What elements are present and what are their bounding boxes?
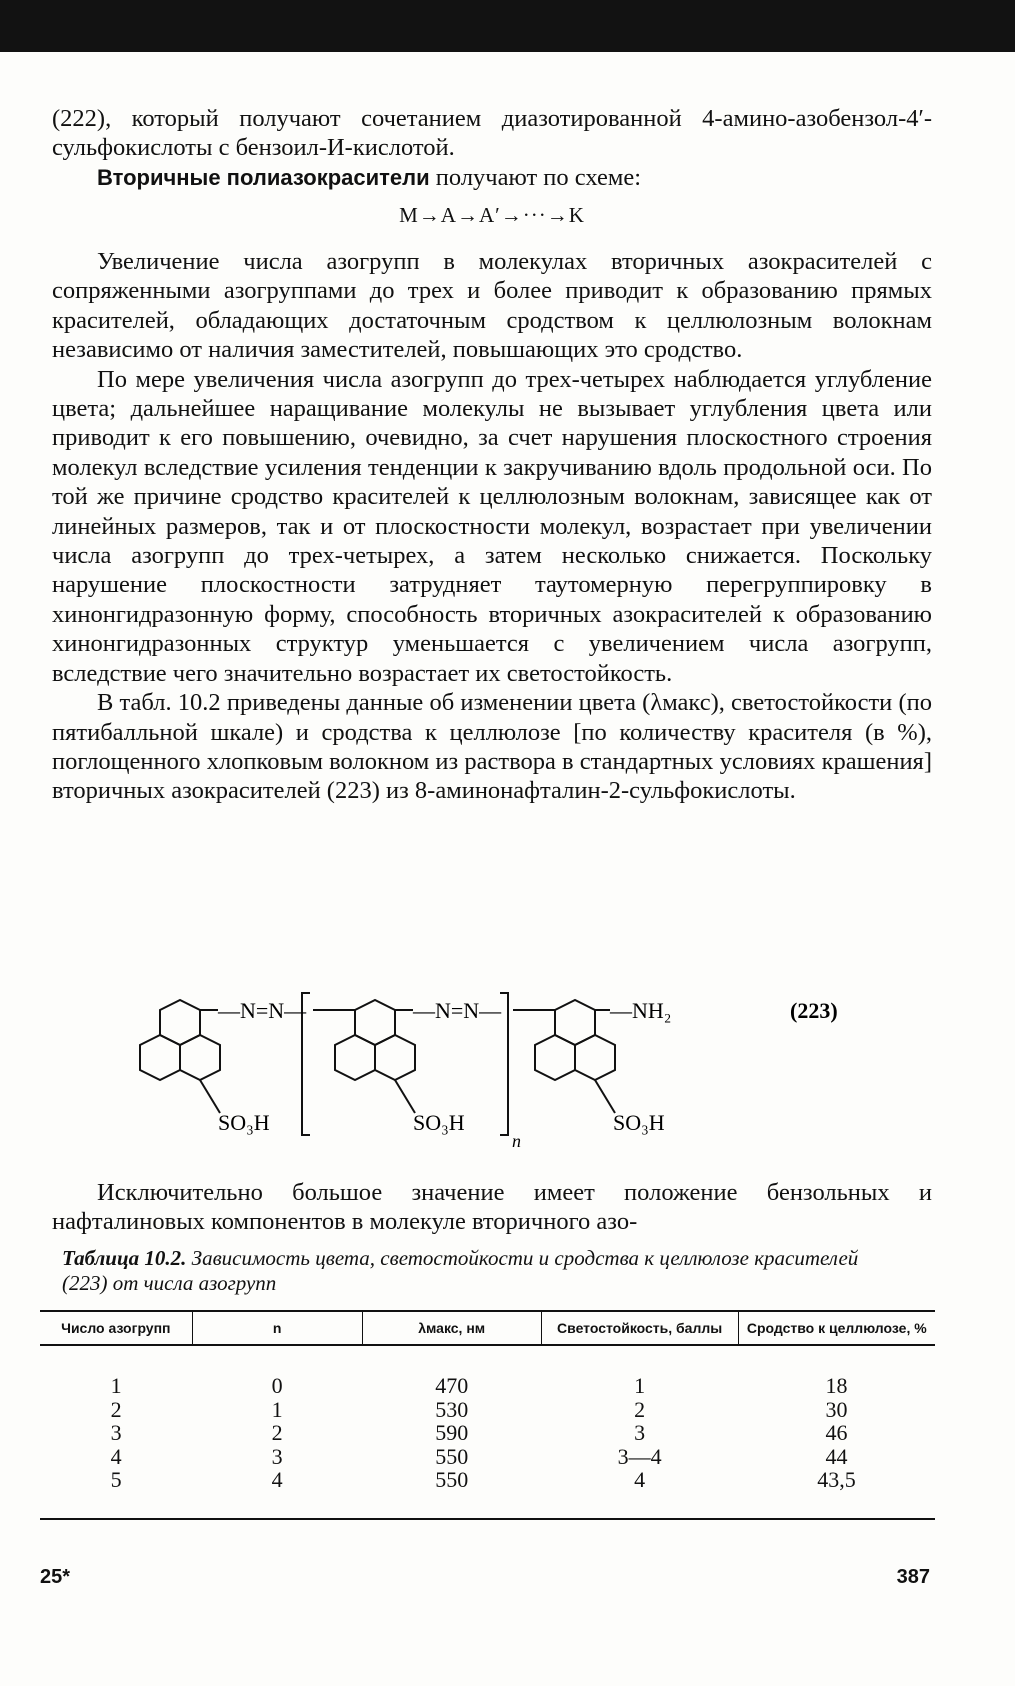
table-cell: 550 [362, 1468, 541, 1519]
table-row [40, 1468, 935, 1519]
table-cell: 550 [435, 1443, 469, 1469]
table-cell: 2 [271, 1420, 283, 1445]
text-block-top [52, 104, 932, 192]
table-header-row [40, 1311, 935, 1345]
page-number: 387 [896, 1566, 930, 1588]
column-header: Сродство к целлюлозе, % [738, 1311, 935, 1345]
azo-group-1: —N=N— [218, 998, 307, 1023]
table-cell: 3 [110, 1420, 122, 1445]
table-cell: 590 [435, 1420, 469, 1445]
column-header: n [192, 1311, 362, 1345]
table-cell: 3 [271, 1443, 283, 1469]
column-header: Число азогрупп [40, 1311, 192, 1345]
column-header: Светостойкость, баллы [541, 1311, 738, 1345]
paragraph: В табл. 10.2 приведены данные об изменении цвета (λмакс), светостойкости (по пятибалльной шкале) и сродства к целлюлозе [по количеству красителя (в %), поглощенного хлопковым волокном из раствора в стандартных условиях крашения] вторичных азокрасителей (223) из 8-аминонафталин-2-сульфокислоты. [52, 689, 932, 805]
scan-top-border [0, 0, 1015, 52]
secondary-heading: Вторичные полиазокрасители [97, 164, 430, 190]
table-cell: 530 [435, 1396, 469, 1422]
ring [535, 1035, 575, 1080]
reaction-scheme: M→A→A′→···→K [399, 203, 585, 227]
table-cell: 3—4 [617, 1443, 662, 1469]
signature-mark: 25* [40, 1566, 71, 1588]
table-cell: 4 [110, 1443, 122, 1469]
column-header: λмакс, нм [362, 1311, 541, 1345]
table-cell: 4 [541, 1468, 738, 1519]
table-cell: 2 [110, 1396, 122, 1422]
paragraph: По мере увеличения числа азогрупп до трех-четырех наблюдается углубление цвета; дальнейшее наращивание молекулы не вызывает углубления цвета или приводит к его повышению, очевидно, за счет нарушения плоскостного строения молекул вследствие усиления тенденции к закручиванию вдоль продольной оси. По той же причине сродство красителей к целлюлозным волокнам, зависящее как от линейных размеров, так и от плоскостности молекул, возрастает при увеличении числа азогрупп до трех-четырех, а затем несколько снижается. Поскольку нарушение плоскостности затрудняет таутомерную перегруппировку в хинонгидразонную форму, способность вторичных азокрасителей к образованию хинонгидразонных структур уменьшается с увеличением числа азогрупп, вследствие чего значительно возрастает их светостойкость. [52, 365, 932, 687]
table-cell: 0 [271, 1373, 283, 1398]
table-cell: 1 [634, 1373, 646, 1398]
chemical-structure-223 [130, 985, 890, 1160]
table-caption-title: Таблица 10.2. [62, 1246, 187, 1270]
table-cell: 5 [40, 1468, 192, 1519]
table-row [40, 1398, 935, 1422]
table-caption-text: Зависимость цвета, светостойкости и сродства к целлюлозе красителей (223) от числа азогрупп [62, 1246, 859, 1295]
compound-label: (223) [790, 998, 838, 1023]
ring [375, 1035, 415, 1080]
text-block-middle [52, 247, 932, 806]
table-cell: 3 [634, 1420, 646, 1445]
table-caption [62, 1246, 892, 1296]
paragraph: Увеличение числа азогрупп в молекулах вторичных азокрасителей с сопряженными азогруппами до трех и более приводит к образованию прямых красителей, обладающих достаточным сродством к целлюлозным волокнам независимо от наличия заместителей, повышающих это сродство. [52, 248, 932, 364]
table-row [40, 1445, 935, 1469]
azo-group-2: —N=N— [413, 998, 502, 1023]
ring [335, 1035, 375, 1080]
table-cell: 44 [825, 1443, 848, 1469]
ring [140, 1035, 180, 1080]
ring [575, 1035, 615, 1080]
sulfo-group-2: SO₃H [413, 1110, 465, 1135]
sulfo-group-1: SO₃H [218, 1110, 270, 1135]
table-cell: 2 [634, 1396, 646, 1422]
sulfo-group-3: SO₃H [613, 1110, 665, 1135]
secondary-heading-paragraph [52, 163, 932, 192]
paragraph: Исключительно большое значение имеет положение бензольных и нафталиновых компонентов в молекуле вторичного азо- [52, 1179, 932, 1236]
table-cell: 43,5 [738, 1468, 935, 1519]
data-table [40, 1310, 935, 1520]
table-cell: 1 [110, 1373, 122, 1398]
table-cell: 18 [825, 1373, 848, 1398]
repeat-subscript: n [512, 1131, 521, 1151]
secondary-heading-rest: получают по схеме: [429, 163, 642, 191]
ring [180, 1035, 220, 1080]
amino-group: —NH₂ [610, 998, 672, 1023]
table-cell: 470 [435, 1373, 469, 1398]
table-cell: 46 [825, 1420, 848, 1445]
paragraph: (222), который получают сочетанием диазотированной 4-амино-азобензол-4′-сульфокислоты с бензоил-И-кислотой. [52, 105, 932, 162]
table-cell: 1 [271, 1396, 283, 1422]
table-row [40, 1345, 935, 1398]
text-block-bottom [52, 1178, 932, 1237]
table-row [40, 1421, 935, 1445]
table-cell: 4 [192, 1468, 362, 1519]
table-cell: 30 [825, 1396, 848, 1422]
